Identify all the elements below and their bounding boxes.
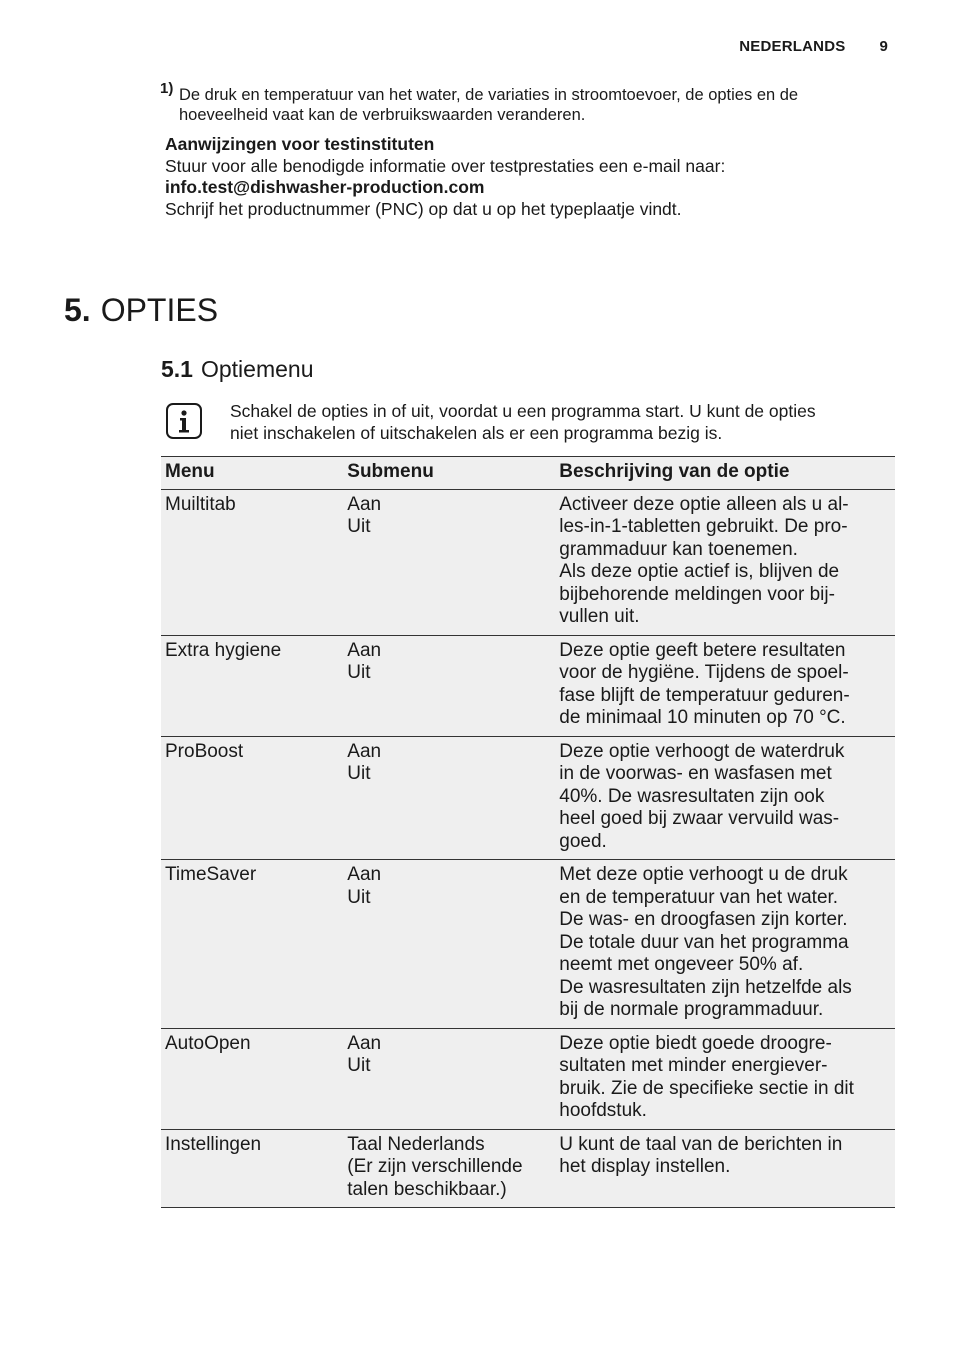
cell-submenu [343,1028,555,1129]
description-line: voor de hygiëne. Tijdens de spoel- [559,662,849,683]
cell-submenu [343,489,555,635]
table-row [161,860,895,1029]
submenu-line: (Er zijn verschillende [347,1156,523,1177]
footnote [160,80,890,125]
table-header-row [161,457,895,490]
description-line: bij de normale programmaduur. [559,999,824,1020]
page-header [739,38,888,55]
description-line: in de voorwas- en wasfasen met [559,763,832,784]
description-line: U kunt de taal van de berichten in [559,1133,843,1155]
test-institutes-heading: Aanwijzingen voor testinstituten [165,134,435,154]
description-line: heel goed bij zwaar vervuild was- [559,808,840,829]
chapter-title-text: OPTIES [100,292,219,328]
section-title-text: Optiemenu [200,356,314,382]
test-institutes-email[interactable]: info.test@dishwasher-production.com [165,177,485,197]
chapter-title [64,290,218,330]
cell-description [555,1129,895,1208]
footnote-line: hoeveelheid vaat kan de verbruikswaarden veranderen. [179,106,586,124]
description-line: en de temperatuur van het water. [559,886,839,908]
submenu-line: Aan [347,740,382,762]
cell-menu: Muiltitab [161,489,343,635]
description-line: grammaduur kan toenemen. [559,538,798,560]
submenu-line: Taal Nederlands [347,1133,485,1155]
description-line: fase blijft de temperatuur geduren- [559,684,850,706]
description-line: neemt met ongeveer 50% af. [559,954,804,975]
description-line: De was- en droogfasen zijn korter. [559,909,848,930]
submenu-line: Uit [347,886,371,908]
description-line: hoofdstuk. [559,1100,647,1121]
cell-description [555,860,895,1029]
description-line: Deze optie biedt goede droogre- [559,1032,832,1054]
table-body [161,489,895,1208]
info-icon-glyph [168,405,200,437]
column-header-menu: Menu [161,457,343,490]
submenu-line: Uit [347,516,371,537]
section-number: 5.1 [161,356,193,382]
description-line: Deze optie geeft betere resultaten [559,639,846,661]
cell-menu: TimeSaver [161,860,343,1029]
cell-menu: ProBoost [161,736,343,860]
description-line: Als deze optie actief is, blijven de [559,561,840,582]
footnote-line: De druk en temperatuur van het water, de variaties in stroomtoevoer, de opties en de [179,86,799,104]
info-note-line: niet inschakelen of uitschakelen als er een programma bezig is. [230,422,723,443]
table-row [161,1129,895,1208]
footnote-marker: 1) [160,80,174,97]
info-note [230,401,895,444]
description-line: les-in-1-tabletten gebruikt. De pro- [559,516,848,537]
info-note-line: Schakel de opties in of uit, voordat u een programma start. U kunt de opties [230,401,816,421]
description-line: de minimaal 10 minuten op 70 °C. [559,707,846,728]
table-row [161,1028,895,1129]
section-title [161,354,314,384]
description-line: Met deze optie verhoogt u de druk [559,864,848,885]
description-line: Activeer deze optie alleen als u al- [559,493,849,515]
description-line: 40%. De wasresultaten zijn ook [559,785,825,807]
submenu-line: Aan [347,864,382,885]
submenu-line: talen beschikbaar.) [347,1178,507,1200]
description-line: vullen uit. [559,606,640,627]
cell-submenu [343,736,555,860]
header-language: NEDERLANDS [739,38,846,55]
cell-description [555,1028,895,1129]
info-icon [166,403,202,439]
submenu-line: Uit [347,662,371,683]
cell-description [555,736,895,860]
cell-menu: AutoOpen [161,1028,343,1129]
cell-menu: Instellingen [161,1129,343,1208]
submenu-line: Aan [347,1032,382,1054]
description-line: De totale duur van het programma [559,931,849,953]
description-line: bruik. Zie de specifieke sectie in dit [559,1077,854,1099]
cell-menu: Extra hygiene [161,635,343,736]
test-institutes-block [165,134,895,220]
description-line: het display instellen. [559,1156,731,1177]
column-header-description: Beschrijving van de optie [555,457,895,490]
description-line: Deze optie verhoogt de waterdruk [559,740,845,762]
submenu-line: Uit [347,1055,371,1076]
options-table [161,456,895,1208]
table-row [161,489,895,635]
page-number: 9 [879,38,888,55]
cell-submenu [343,860,555,1029]
chapter-number: 5. [64,292,91,328]
cell-submenu [343,1129,555,1208]
column-header-submenu: Submenu [343,457,555,490]
submenu-line: Uit [347,763,371,784]
cell-submenu [343,635,555,736]
test-institutes-line1: Stuur voor alle benodigde informatie over testprestaties een e-mail naar: [165,155,726,176]
footnote-text [160,80,890,125]
table-row [161,635,895,736]
description-line: goed. [559,830,607,852]
test-institutes-line2: Schrijf het productnummer (PNC) op dat u op het typeplaatje vindt. [165,198,682,219]
description-line: bijbehorende meldingen voor bij- [559,583,835,605]
description-line: sultaten met minder energiever- [559,1055,828,1076]
cell-description [555,635,895,736]
cell-description [555,489,895,635]
table-row [161,736,895,860]
submenu-line: Aan [347,493,382,515]
description-line: De wasresultaten zijn hetzelfde als [559,976,852,998]
submenu-line: Aan [347,639,382,661]
